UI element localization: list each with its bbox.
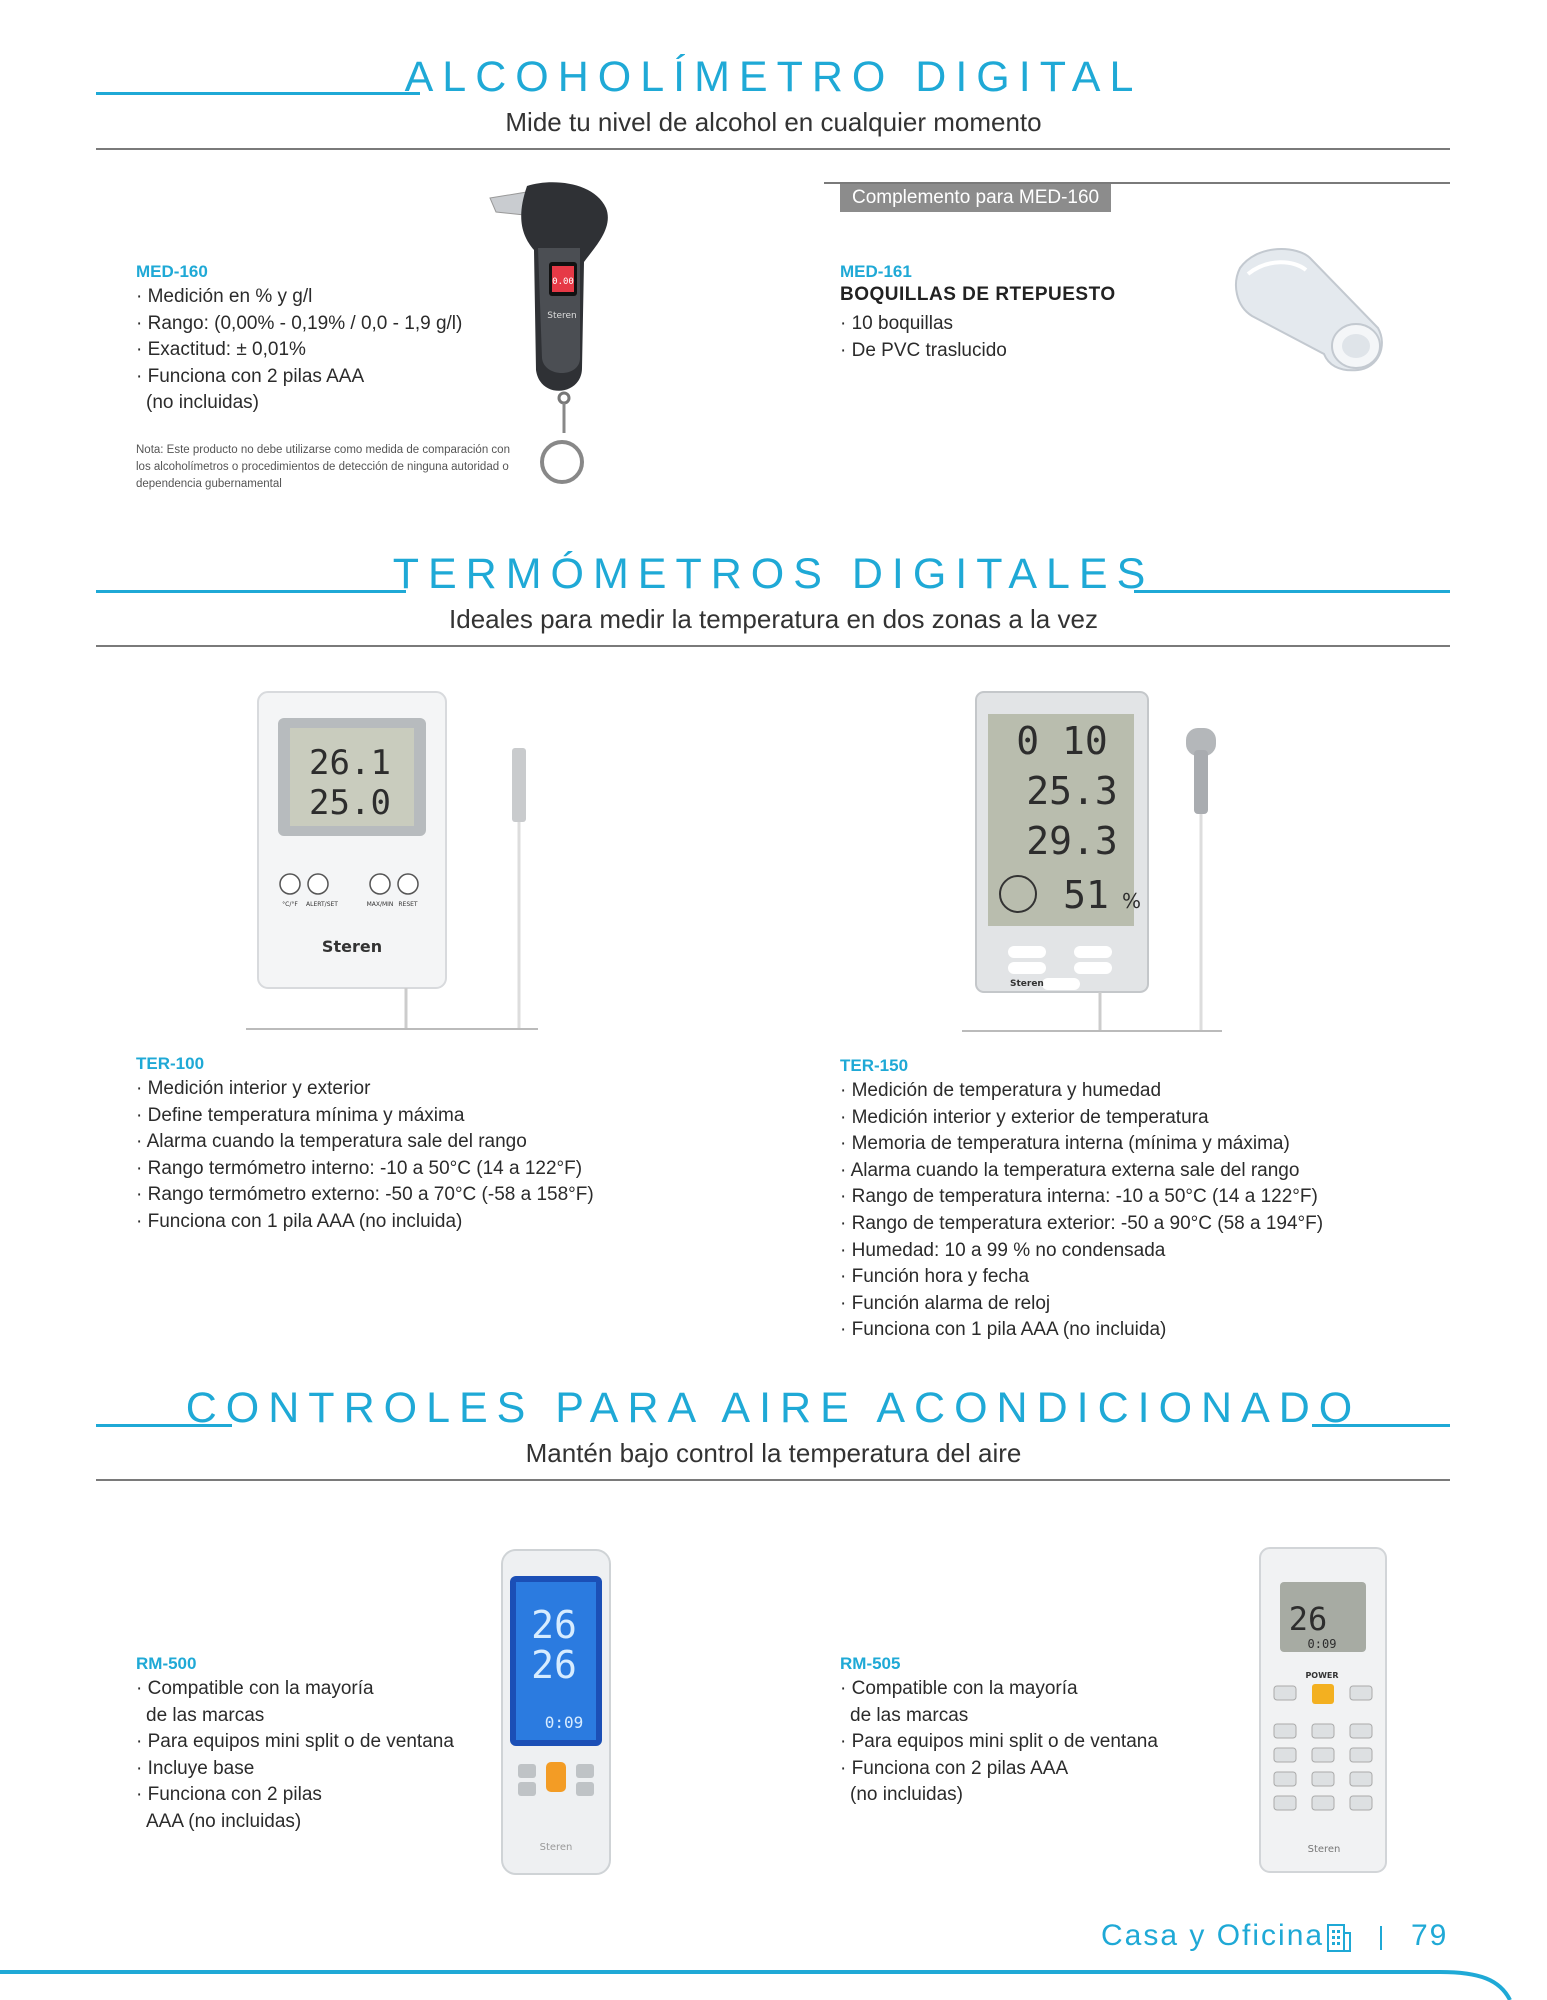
- product-code-ter100: TER-100: [136, 1054, 205, 1073]
- section-title-termometros: TERMÓMETROS DIGITALES: [392, 550, 1155, 598]
- feature-item: · Para equipos mini split o de ventana: [136, 1729, 496, 1756]
- feature-item: · Funciona con 1 pila AAA (no incluida): [840, 1317, 1440, 1344]
- section-divider: [96, 1479, 1450, 1481]
- thermometer-ter100-image: [240, 688, 540, 1033]
- feature-item: · Rango termómetro externo: -50 a 70°C (-58 a 158°F): [136, 1182, 696, 1209]
- feature-item: · Exactitud: ± 0,01%: [136, 337, 536, 364]
- feature-item: · Rango termómetro interno: -10 a 50°C (14 a 122°F): [136, 1156, 696, 1183]
- feature-item: · Función hora y fecha: [840, 1264, 1440, 1291]
- product-code-med160: MED-160: [136, 262, 208, 281]
- remote-rm505-image: [1256, 1546, 1390, 1876]
- ter100-display-top: 26.1: [309, 743, 391, 783]
- feature-item: · Define temperatura mínima y máxima: [136, 1103, 696, 1130]
- remote-rm500-image: [498, 1548, 614, 1878]
- rm500-display-mid: 26: [531, 1643, 577, 1687]
- feature-list-med161: [840, 311, 1140, 364]
- feature-item: · Medición de temperatura y humedad: [840, 1078, 1440, 1105]
- breathalyzer-brand: Steren: [547, 311, 577, 321]
- feature-item: · Para equipos mini split o de ventana: [840, 1729, 1200, 1756]
- product-name-med161: BOQUILLAS DE RTEPUESTO: [840, 284, 1116, 305]
- feature-item: · Compatible con la mayoría de las marcas: [840, 1676, 1200, 1729]
- ter100-button-label: °C/°F: [282, 901, 298, 908]
- feature-item: · Medición en % y g/l: [136, 284, 536, 311]
- section-title-alcoholimetro: ALCOHOLÍMETRO DIGITAL: [404, 53, 1143, 101]
- rm500-brand: Steren: [539, 1842, 573, 1853]
- thermometer-ter150-image: [962, 690, 1232, 1035]
- building-icon: [1326, 1921, 1352, 1953]
- section-subtitle-termometros: Ideales para medir la temperatura en dos zonas a la vez: [449, 604, 1098, 634]
- feature-item: · Alarma cuando la temperatura externa sale del rango: [840, 1158, 1440, 1185]
- ter150-brand: Steren: [1010, 979, 1044, 989]
- feature-item: · Rango de temperatura exterior: -50 a 90°C (58 a 194°F): [840, 1211, 1440, 1238]
- product-code-ter150: TER-150: [840, 1056, 909, 1075]
- feature-item: · Funciona con 1 pila AAA (no incluida): [136, 1209, 696, 1236]
- page-number: 79: [1411, 1919, 1449, 1952]
- product-code-med161: MED-161: [840, 262, 912, 281]
- ter150-display-humidity: 51: [1063, 873, 1109, 917]
- footer-separator: [1380, 1926, 1382, 1950]
- disclaimer-note: Nota: Este producto no debe utilizarse como medida de comparación con los alcoholímetros o procedimientos de detección de ninguna autoridad o dependencia gubernamental: [136, 444, 510, 490]
- rm505-display-temp: 26: [1288, 1600, 1328, 1638]
- rm505-display-time: 0:09: [1307, 1637, 1337, 1651]
- feature-item: · Medición interior y exterior: [136, 1076, 696, 1103]
- footer-section-label: Casa y Oficina: [1101, 1919, 1325, 1952]
- feature-item: · Funciona con 2 pilas AAA (no incluidas): [136, 1782, 496, 1835]
- feature-item: · Funciona con 2 pilas AAA (no incluidas): [136, 364, 536, 417]
- ter150-display-indoor: 25.3: [1026, 769, 1118, 813]
- rm500-display-time: 0:09: [544, 1713, 584, 1732]
- ter100-button-label: ALERT/SET: [306, 901, 338, 908]
- section-subtitle-alcoholimetro: Mide tu nivel de alcohol en cualquier momento: [505, 107, 1042, 137]
- mouthpiece-image: [1228, 238, 1398, 388]
- ter100-button-label: MAX/MIN: [366, 901, 394, 908]
- feature-item: · Medición interior y exterior de temperatura: [840, 1105, 1440, 1132]
- section-divider: [96, 645, 1450, 647]
- footer-wave-line: [0, 1952, 1547, 2000]
- feature-list-med160: [136, 284, 536, 417]
- ter100-brand: Steren: [321, 937, 383, 956]
- feature-item: · Rango: (0,00% - 0,19% / 0,0 - 1,9 g/l): [136, 311, 536, 338]
- feature-item: · Memoria de temperatura interna (mínima y máxima): [840, 1131, 1440, 1158]
- breathalyzer-image: [482, 178, 632, 490]
- feature-item: · Alarma cuando la temperatura sale del rango: [136, 1129, 696, 1156]
- rm500-display-top: 26: [531, 1603, 577, 1647]
- feature-item: · Compatible con la mayoría de las marcas: [136, 1676, 496, 1729]
- product-code-rm505: RM-505: [840, 1654, 901, 1673]
- feature-item: · Funciona con 2 pilas AAA (no incluidas): [840, 1756, 1200, 1809]
- ter100-display-bottom: 25.0: [309, 783, 391, 823]
- feature-item: · Función alarma de reloj: [840, 1291, 1440, 1318]
- ter150-display-time: 0 10: [1016, 719, 1108, 763]
- feature-item: · Incluye base: [136, 1756, 496, 1783]
- feature-item: · Rango de temperatura interna: -10 a 50°C (14 a 122°F): [840, 1184, 1440, 1211]
- product-code-rm500: RM-500: [136, 1654, 197, 1673]
- ter150-humidity-unit: %: [1122, 889, 1142, 913]
- section-title-controles: CONTROLES PARA AIRE ACONDICIONADO: [185, 1384, 1362, 1432]
- feature-list-ter100: [136, 1076, 696, 1236]
- feature-item: · De PVC traslucido: [840, 338, 1140, 365]
- ter150-display-outdoor: 29.3: [1026, 819, 1118, 863]
- ter100-button-label: RESET: [398, 901, 418, 908]
- section-subtitle-controles: Mantén bajo control la temperatura del aire: [525, 1438, 1022, 1468]
- feature-item: · 10 boquillas: [840, 311, 1140, 338]
- feature-list-rm500: [136, 1676, 496, 1836]
- rm505-power-label: POWER: [1305, 1671, 1339, 1680]
- section-divider: [96, 148, 1450, 150]
- feature-list-ter150: [840, 1078, 1440, 1344]
- feature-item: · Humedad: 10 a 99 % no condensada: [840, 1238, 1440, 1265]
- rm505-brand: Steren: [1307, 1844, 1341, 1855]
- feature-list-rm505: [840, 1676, 1200, 1809]
- breathalyzer-display: 0.00: [552, 277, 574, 287]
- complement-tag: Complemento para MED-160: [840, 184, 1111, 212]
